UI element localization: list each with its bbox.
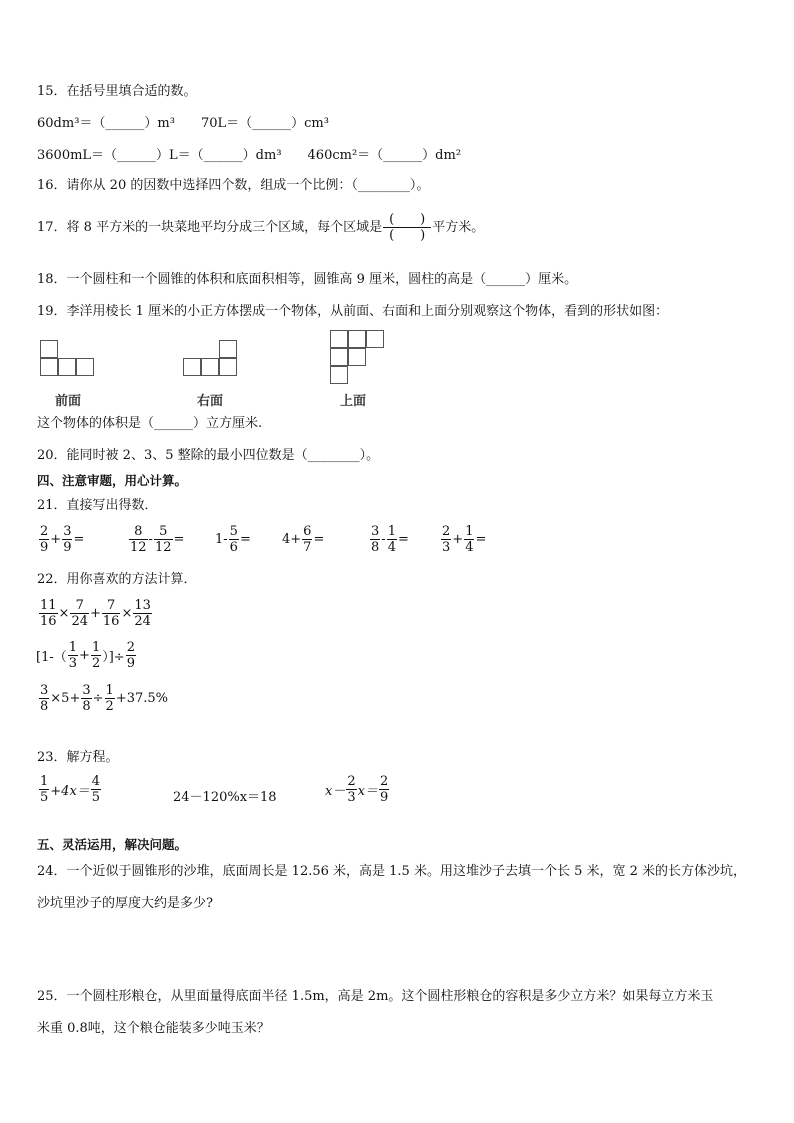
q16: 16．请你从 20 的因数中选择四个数，组成一个比例：（________）。 xyxy=(37,178,430,193)
q22-expr-1: $\frac{11}{16}$ × $\frac{7}{24}$ + $\frac{7}{16}$ × $\frac{13}{24}$ xyxy=(40,598,151,629)
section-4-heading: 四、注意审题，用心计算。 xyxy=(37,473,188,488)
q21-title: 21．直接写出得数． xyxy=(37,498,158,513)
q21-item-2: $\frac{8}{12}$ - $\frac{5}{12}$ = xyxy=(130,524,185,555)
caption-front: 前面 xyxy=(55,394,82,409)
q22-expr-3: $\frac{3}{8}$ ×5+ $\frac{3}{8}$ ÷ $\frac{1}{2}$ +37.5% xyxy=(40,683,169,714)
q21-item-6: $\frac{2}{3}$ + $\frac{1}{4}$ = xyxy=(442,524,487,555)
q15-title: 15．在括号里填合适的数。 xyxy=(37,84,197,99)
caption-top: 上面 xyxy=(340,394,367,409)
q25-line-2: 米重 0.8吨，这个粮仓能装多少吨玉米？ xyxy=(37,1021,270,1036)
section-5-heading: 五、灵活运用，解决问题。 xyxy=(37,837,188,852)
q24-line-2: 沙坑里沙子的厚度大约是多少? xyxy=(37,896,213,911)
q17-suffix: 平方米。 xyxy=(432,219,485,235)
q18: 18．一个圆柱和一个圆锥的体积和底面积相等，圆锥高 9 厘米，圆柱的高是（______）厘米。 xyxy=(37,272,578,287)
q17 xyxy=(37,212,484,243)
q21-item-1: $\frac{2}{9}$ + $\frac{3}{9}$ = xyxy=(40,524,85,555)
q24-line-1: 24．一个近似于圆锥形的沙堆，底面周长是 12.56 米，高是 1.5 米。用这堆沙子去填一个长 5 米，宽 2 米的长方体沙坑， xyxy=(37,864,747,879)
q23-title: 23．解方程。 xyxy=(37,750,119,765)
q21-item-3: 1- $\frac{5}{6}$ = xyxy=(215,524,251,555)
q23-eq-1: $\frac{1}{5}$ +4x＝ $\frac{4}{5}$ xyxy=(40,774,101,805)
caption-right: 右面 xyxy=(197,394,224,409)
q15-row2: 3600mL＝（______）L＝（______）dm³ 460cm²＝（______）dm² xyxy=(37,148,462,163)
q17-fraction: $\frac{( )}{( )}$ xyxy=(383,212,431,243)
q20: 20．能同时被 2、3、5 整除的最小四位数是（________）。 xyxy=(37,448,380,463)
q23-eq-3: x－ $\frac{2}{3}$ x＝ $\frac{2}{9}$ xyxy=(325,774,389,805)
q23-eq-2: 24－120%x＝18 xyxy=(173,790,277,805)
q19-answer: 这个物体的体积是（______）立方厘米. xyxy=(37,416,263,431)
q22-expr-2: [1-（ $\frac{1}{3}$ + $\frac{1}{2}$ ）]÷ $\frac{2}{9}$ xyxy=(36,640,135,671)
q15-row1: 60dm³＝（______）m³ 70L＝（______）cm³ xyxy=(37,116,329,131)
q17-prefix: 17．将 8 平方米的一块菜地平均分成三个区域，每个区域是 xyxy=(37,219,383,235)
q21-item-4: 4+ $\frac{6}{7}$ = xyxy=(282,524,325,555)
q19-title: 19．李洋用棱长 1 厘米的小正方体摆成一个物体，从前面、右面和上面分别观察这个物体，看到的形状如图： xyxy=(37,304,669,319)
q21-item-5: $\frac{3}{8}$ - $\frac{1}{4}$ = xyxy=(371,524,409,555)
q22-title: 22．用你喜欢的方法计算． xyxy=(37,572,197,587)
q25-line-1: 25．一个圆柱形粮仓，从里面量得底面半径 1.5m，高是 2m。这个圆柱形粮仓的容积是多少立方米？如果每立方米玉 xyxy=(37,989,714,1004)
